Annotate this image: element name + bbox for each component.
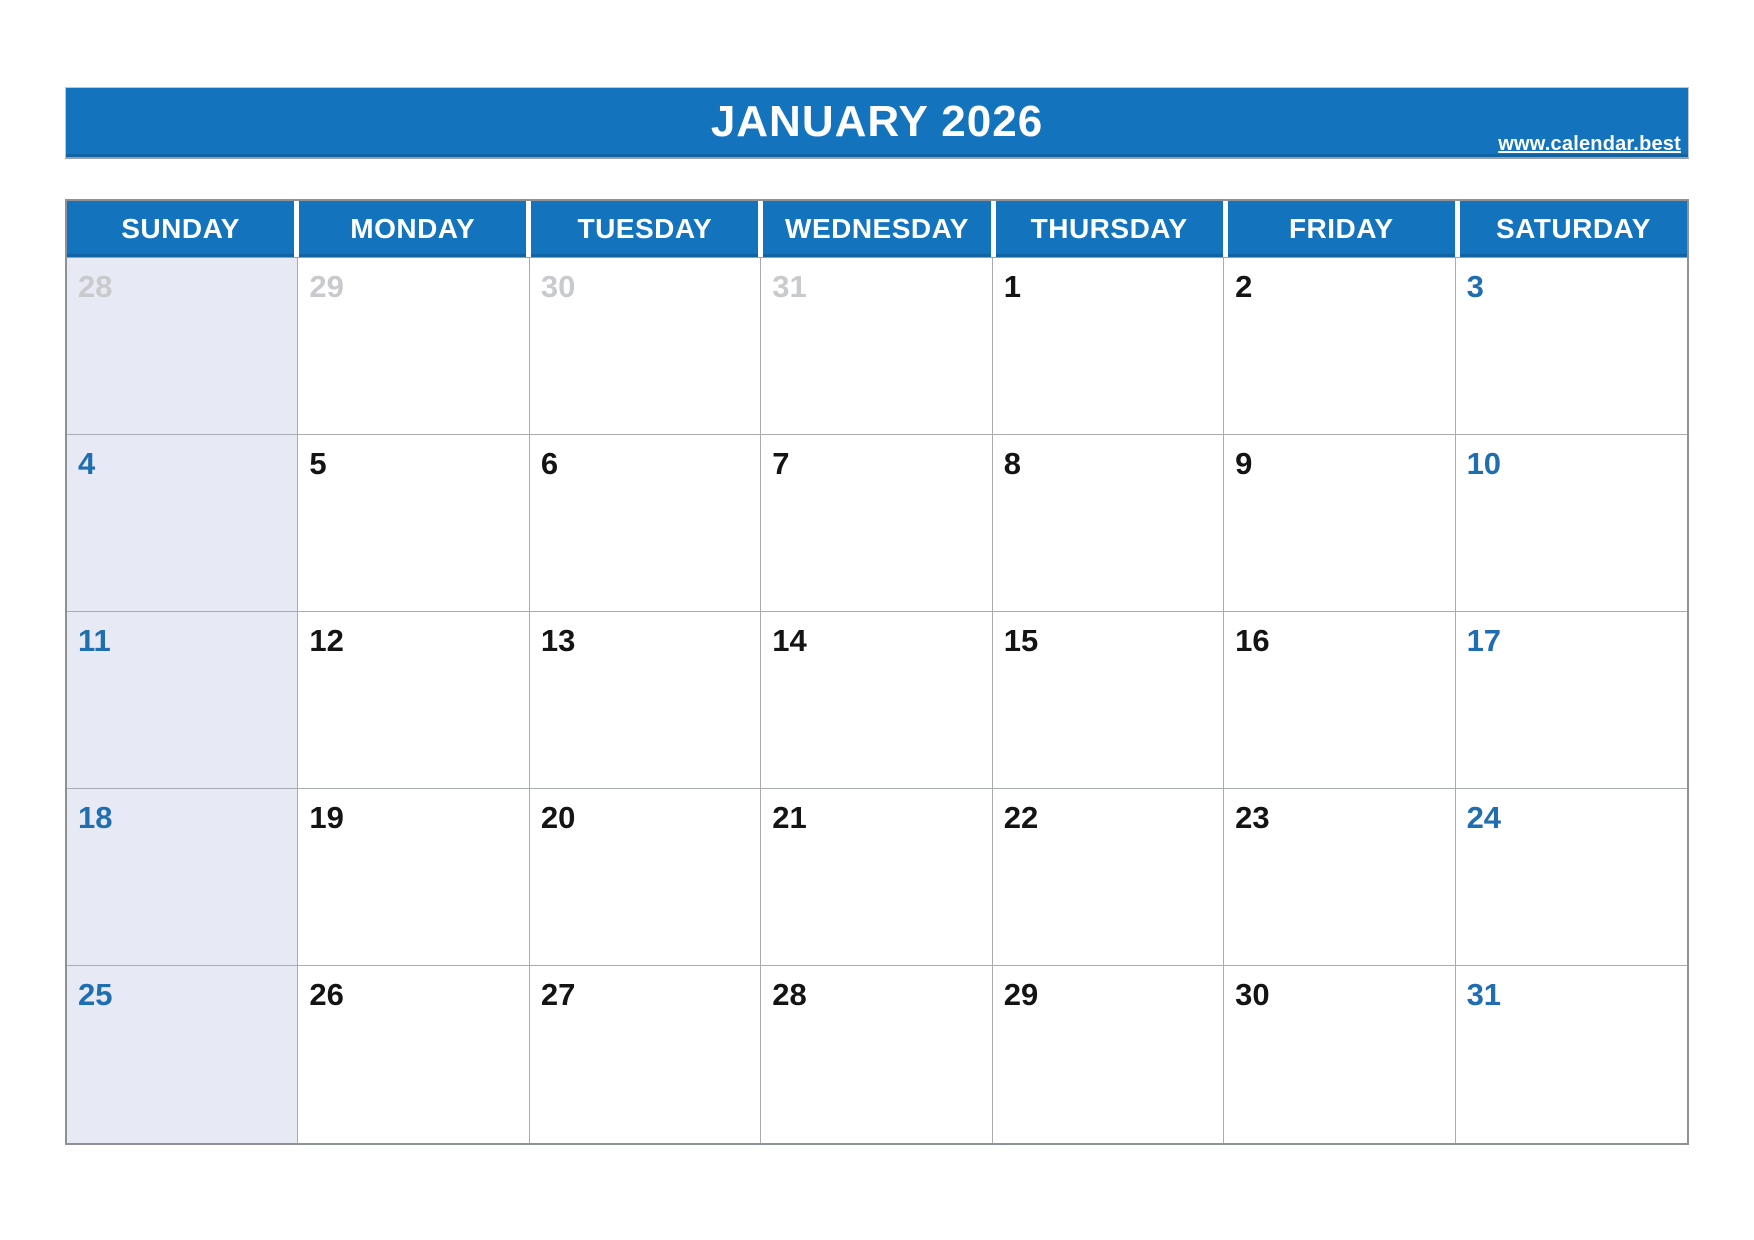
day-cell (67, 789, 298, 966)
day-cell (993, 966, 1224, 1143)
day-cell (67, 966, 298, 1143)
calendar-grid (67, 258, 1687, 1143)
day-cell (1224, 966, 1455, 1143)
day-number: 31 (1466, 977, 1502, 1012)
day-cell (67, 258, 298, 435)
day-cell (298, 789, 529, 966)
day-cell (298, 612, 529, 789)
day-number: 28 (78, 269, 113, 304)
weekday-header-tuesday: TUESDAY (531, 201, 758, 257)
day-cell (1456, 966, 1687, 1143)
day-cell (530, 789, 761, 966)
day-cell (298, 966, 529, 1143)
day-number: 7 (772, 446, 790, 481)
day-cell (530, 435, 761, 612)
day-number: 11 (78, 623, 111, 658)
day-number: 2 (1235, 269, 1253, 304)
day-number: 22 (1003, 800, 1039, 835)
day-cell (993, 258, 1224, 435)
day-cell (761, 435, 992, 612)
day-number: 1 (1003, 269, 1021, 304)
calendar-table (65, 199, 1689, 1145)
day-cell (993, 612, 1224, 789)
day-cell (1224, 612, 1455, 789)
day-number: 10 (1466, 446, 1502, 481)
day-cell (1456, 789, 1687, 966)
day-cell (530, 258, 761, 435)
day-number: 20 (540, 800, 576, 835)
day-number: 27 (540, 977, 576, 1012)
day-cell (761, 612, 992, 789)
day-number: 30 (540, 269, 576, 304)
title-bar (65, 87, 1689, 159)
weekday-header-monday: MONDAY (299, 201, 526, 257)
day-number: 3 (1466, 269, 1484, 304)
day-number: 28 (772, 977, 807, 1012)
day-cell (1224, 435, 1455, 612)
day-number: 25 (78, 977, 113, 1012)
day-number: 5 (309, 446, 327, 481)
day-number: 31 (772, 269, 807, 304)
day-number: 18 (78, 800, 113, 835)
day-cell (67, 435, 298, 612)
day-number: 24 (1466, 800, 1502, 835)
day-cell (1456, 258, 1687, 435)
day-number: 12 (309, 623, 344, 658)
day-cell (530, 966, 761, 1143)
site-link[interactable]: www.calendar.best (1498, 133, 1681, 155)
day-number: 17 (1466, 623, 1502, 658)
day-cell (993, 789, 1224, 966)
day-number: 15 (1003, 623, 1039, 658)
day-number: 8 (1003, 446, 1021, 481)
day-cell (761, 789, 992, 966)
day-number: 30 (1235, 977, 1270, 1012)
day-cell (1456, 612, 1687, 789)
day-cell (761, 966, 992, 1143)
weekday-header-thursday: THURSDAY (996, 201, 1223, 257)
day-number: 26 (309, 977, 344, 1012)
day-cell (993, 435, 1224, 612)
page-title: JANUARY 2026 (710, 96, 1044, 146)
day-cell (298, 258, 529, 435)
weekday-header-wednesday: WEDNESDAY (763, 201, 990, 257)
day-cell (761, 258, 992, 435)
day-number: 16 (1235, 623, 1270, 658)
weekday-header-friday: FRIDAY (1228, 201, 1455, 257)
day-cell (1456, 435, 1687, 612)
day-number: 29 (309, 269, 344, 304)
day-number: 21 (772, 800, 807, 835)
weekday-header-saturday: SATURDAY (1460, 201, 1687, 257)
day-number: 19 (309, 800, 344, 835)
day-number: 6 (540, 446, 559, 481)
day-number: 23 (1235, 800, 1270, 835)
weekday-header-sunday: SUNDAY (67, 201, 294, 257)
day-number: 14 (772, 623, 807, 658)
day-number: 4 (78, 446, 96, 481)
day-cell (67, 612, 298, 789)
day-cell (530, 612, 761, 789)
day-number: 13 (540, 623, 576, 658)
day-cell (298, 435, 529, 612)
day-cell (1224, 258, 1455, 435)
day-number: 9 (1235, 446, 1253, 481)
weekday-header-row (67, 201, 1687, 258)
day-cell (1224, 789, 1455, 966)
day-number: 29 (1003, 977, 1039, 1012)
